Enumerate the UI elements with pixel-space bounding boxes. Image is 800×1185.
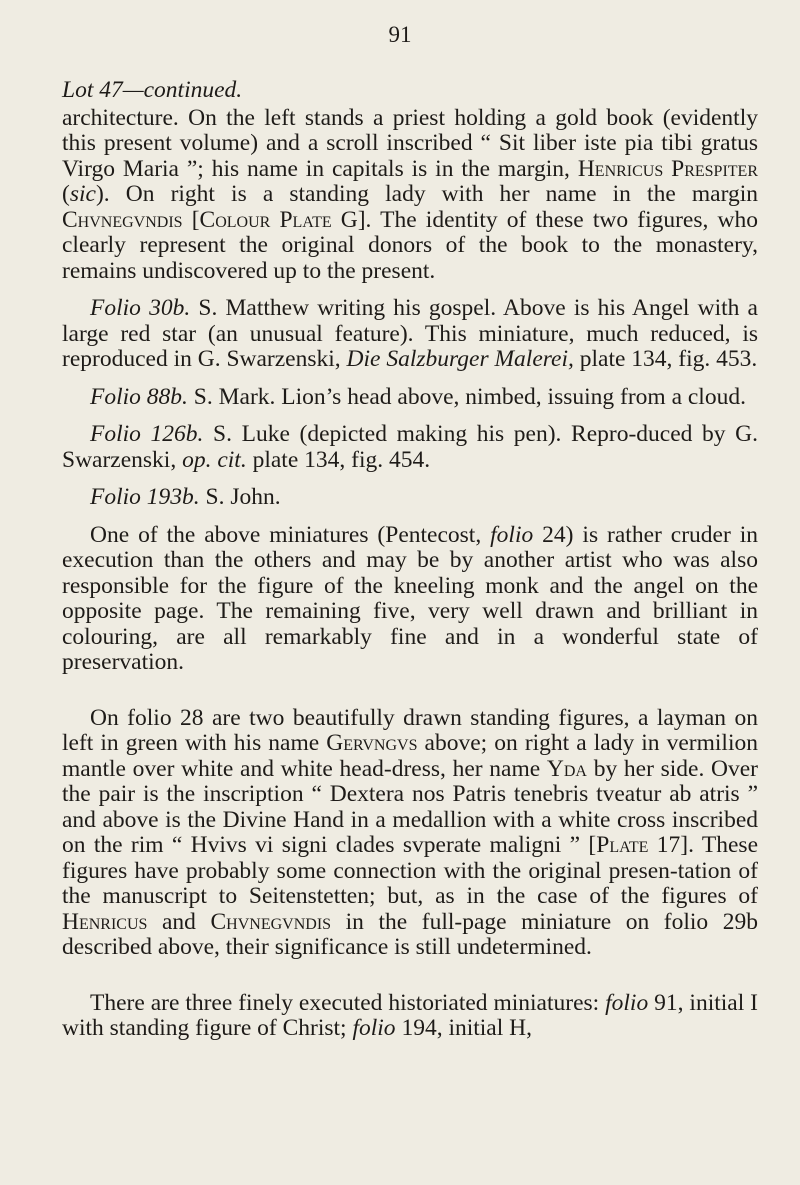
name-yda: Yda	[546, 755, 587, 782]
paragraph-miniatures: One of the above miniatures (Pentecost, folio 24) is rather cruder in execution than the others and may be by another artist who was also responsible for the figure of the kneeling monk and the angel on the opposite page. The remaining five, very well drawn and brilliant in colouring, are all remarkably fine and in a wonderful state of preservation.	[62, 521, 758, 675]
folio-ref: Folio 193b.	[90, 484, 200, 510]
paragraph-folio-28: On folio 28 are two beautifully drawn standing figures, a layman on left in green with his name Gervngvs above; on right a lady in vermilion mantle over white and white head-dress, her name Yda by her side. Over the pair is the inscription “ Dextera nos Patris tenebris tveatur ab atris ” and above is the Divine Hand in a medallion with a white cross inscribed on the rim “ Hvivs vi signi clades svperate maligni ” [Plate 17]. These figures have probably some connection with the original presen-tation of the manuscript to Seitenstetten; but, as in the case of the figures of Henricus and Chvnegvndis in the full-page miniature on folio 29b described above, their significance is still undetermined.	[62, 704, 759, 960]
name-henricus-prespiter: Henricus Prespiter	[577, 155, 758, 182]
text-column	[62, 78, 758, 1042]
page-number: 91	[388, 22, 412, 47]
paragraph-folio-30b: Folio 30b. S. Matthew writing his gospel. Above is his Angel with a large red star (an unusual feature). This miniature, much reduced, is reproduced in G. Swarzenski, Die Salzburger Malerei, plate 134, fig. 453.	[62, 295, 758, 372]
folio-ref: Folio 30b.	[90, 295, 191, 321]
folio-ref: Folio 126b.	[90, 421, 204, 447]
paragraph-historiated: There are three finely executed historiated miniatures: folio 91, initial I with standing figure of Christ; folio 194, initial H,	[62, 989, 759, 1041]
paragraph-folio-88b: Folio 88b. S. Mark. Lion’s head above, nimbed, issuing from a cloud.	[90, 383, 746, 410]
paragraph-folio-193b: Folio 193b. S. John.	[90, 484, 281, 510]
paragraph-donors: architecture. On the left stands a priest holding a gold book (evidently this present volume) and a scroll inscribed “ Sit liber iste pia tibi gratus Virgo Maria ”; his name in capitals is in the margin, Henricus Prespiter (sic). On right is a standing lady with her name in the margin Chvnegvndis [Colour Plate G]. The identity of these two figures, who clearly represent the original donors of the book to the monastery, remains undiscovered up to the present.	[62, 104, 758, 284]
name-chvnegvndis: Chvnegvndis	[62, 206, 183, 233]
folio-ref: Folio 88b.	[90, 383, 188, 410]
colour-plate-ref: Colour Plate	[199, 206, 332, 233]
name-gervngvs: Gervngvs	[326, 730, 418, 756]
paragraph-folio-126b: Folio 126b. S. Luke (depicted making his pen). Repro-duced by G. Swarzenski, op. cit. plate 134, fig. 454.	[62, 421, 758, 473]
plate-ref: Plate	[596, 832, 649, 858]
lot-heading: Lot 47—continued.	[62, 77, 243, 103]
